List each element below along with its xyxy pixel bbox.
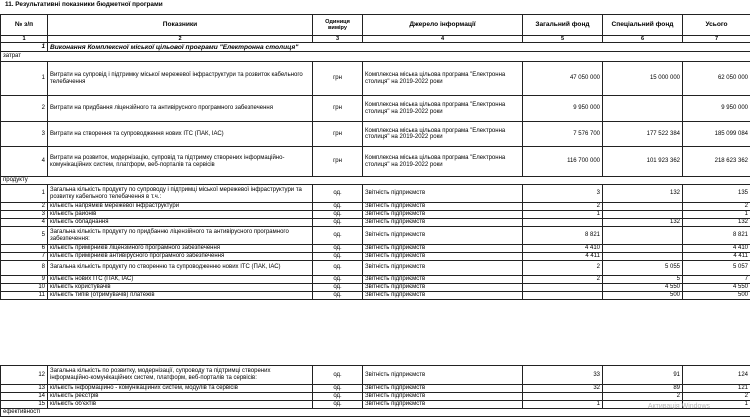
- column-numbers-row: [1, 36, 750, 43]
- windows-activation-watermark: Активація Windows: [648, 403, 710, 410]
- row-number: 1: [1, 185, 48, 203]
- row-number: 4: [1, 147, 48, 177]
- source-cell: Комплексна міська цільова програма "Електронна столиця" на 2019-2022 роки: [363, 62, 523, 96]
- col-number: 5: [523, 36, 603, 43]
- table-row: [1, 211, 750, 219]
- indicator-name: кількість інформаційно - комунікаційних систем, модулів та сервісів: [48, 385, 313, 393]
- row-number: 4: [1, 219, 48, 227]
- general-fund-value: 116 700 000: [523, 147, 603, 177]
- program-title: Виконання Комплексної міської цільової програми "Електронна столиця": [48, 43, 750, 52]
- source-cell: Звітність підприємств: [363, 275, 523, 283]
- special-fund-value: 2: [603, 392, 683, 400]
- source-cell: Комплексна міська цільова програма "Електронна столиця" на 2019-2022 роки: [363, 96, 523, 122]
- table-row: [1, 283, 750, 291]
- table-row: [1, 260, 750, 275]
- special-fund-value: 5: [603, 275, 683, 283]
- general-fund-value: 3: [523, 185, 603, 203]
- total-value: 1: [683, 400, 750, 408]
- row-number: 3: [1, 211, 48, 219]
- special-fund-value: 101 923 362: [603, 147, 683, 177]
- general-fund-value: 7 576 700: [523, 122, 603, 147]
- special-fund-value: [603, 211, 683, 219]
- row-number: 2: [1, 203, 48, 211]
- unit-cell: од.: [313, 385, 363, 393]
- indicator-name: Загальна кількість продукту по створенню та супроводженню нових ІТС (ПАК, ІАС): [48, 260, 313, 275]
- header-row: [1, 15, 750, 36]
- total-value: 5 057: [683, 260, 750, 275]
- indicator-name: кількість нових ІТС (ПАК, ІАС): [48, 275, 313, 283]
- unit-cell: грн: [313, 62, 363, 96]
- source-cell: Звітність підприємств: [363, 366, 523, 385]
- indicator-name: Загальна кількість по розвитку, модернізації, супроводу та підтримці створених інформаційно-комунікаційних систем, платформ, веб-порталів та сервісів:: [48, 366, 313, 385]
- general-fund-value: 1: [523, 211, 603, 219]
- col-header-source: Джерело інформації: [363, 15, 523, 36]
- total-value: 7: [683, 275, 750, 283]
- row-number: 11: [1, 291, 48, 299]
- row-number: 5: [1, 227, 48, 245]
- source-cell: Звітність підприємств: [363, 211, 523, 219]
- table-row: [1, 147, 750, 177]
- col-number: 4: [363, 36, 523, 43]
- unit-cell: од.: [313, 366, 363, 385]
- general-fund-value: [523, 291, 603, 299]
- table-row: [1, 227, 750, 245]
- total-value: 8 821: [683, 227, 750, 245]
- col-number: 3: [313, 36, 363, 43]
- total-value: 218 623 362: [683, 147, 750, 177]
- row-number: 10: [1, 283, 48, 291]
- general-fund-value: 2: [523, 260, 603, 275]
- special-fund-value: [603, 96, 683, 122]
- program-row: [1, 43, 750, 52]
- indicator-name: кількість районів: [48, 211, 313, 219]
- total-value: 2: [683, 392, 750, 400]
- col-number: 1: [1, 36, 48, 43]
- total-value: 1: [683, 211, 750, 219]
- general-fund-value: [523, 219, 603, 227]
- source-cell: Звітність підприємств: [363, 385, 523, 393]
- general-fund-value: [523, 283, 603, 291]
- table-row: [1, 62, 750, 96]
- unit-cell: од.: [313, 392, 363, 400]
- table-row: [1, 392, 750, 400]
- col-header-special: Спеціальний фонд: [603, 15, 683, 36]
- general-fund-value: 1: [523, 400, 603, 408]
- table-row: [1, 366, 750, 385]
- group-row-products: [1, 177, 750, 185]
- unit-cell: од.: [313, 283, 363, 291]
- performance-indicators-table-continued: [0, 365, 750, 417]
- unit-cell: од.: [313, 219, 363, 227]
- row-number: 3: [1, 122, 48, 147]
- special-fund-value: 132: [603, 219, 683, 227]
- source-cell: Звітність підприємств: [363, 260, 523, 275]
- table-row: [1, 291, 750, 299]
- total-value: 124: [683, 366, 750, 385]
- special-fund-value: 177 522 384: [603, 122, 683, 147]
- source-cell: Звітність підприємств: [363, 245, 523, 253]
- table-row: [1, 275, 750, 283]
- row-number: 1: [1, 62, 48, 96]
- indicator-name: Витрати на створення та супроводження нових ІТС (ПАК, ІАС): [48, 122, 313, 147]
- row-number: 7: [1, 252, 48, 260]
- table-row: [1, 185, 750, 203]
- table-row: [1, 122, 750, 147]
- general-fund-value: 2: [523, 275, 603, 283]
- unit-cell: од.: [313, 260, 363, 275]
- unit-cell: од.: [313, 245, 363, 253]
- unit-cell: од.: [313, 252, 363, 260]
- unit-cell: од.: [313, 291, 363, 299]
- unit-cell: грн: [313, 96, 363, 122]
- general-fund-value: [523, 392, 603, 400]
- source-cell: Звітність підприємств: [363, 291, 523, 299]
- indicator-name: кількість об'єктів: [48, 400, 313, 408]
- col-header-total: Усього: [683, 15, 750, 36]
- col-number: 6: [603, 36, 683, 43]
- special-fund-value: 500: [603, 291, 683, 299]
- special-fund-value: [603, 252, 683, 260]
- general-fund-value: 4 411: [523, 252, 603, 260]
- indicator-name: кількість примірників антивірусного програмного забезпечення: [48, 252, 313, 260]
- source-cell: Звітність підприємств: [363, 392, 523, 400]
- total-value: 185 099 084: [683, 122, 750, 147]
- indicator-name: Загальна кількість продукту по придбанню ліцензійного та антивірусного програмного забезпечення:: [48, 227, 313, 245]
- indicator-name: кількість користувачів: [48, 283, 313, 291]
- special-fund-value: [603, 227, 683, 245]
- indicator-name: Витрати на розвиток, модернізацію, супровід та підтримку створених інформаційно-комунікаційних систем, платформ, веб-порталів та сервісів: [48, 147, 313, 177]
- special-fund-value: 4 550: [603, 283, 683, 291]
- row-number: 14: [1, 392, 48, 400]
- indicator-name: кількість типів (отримувачів) платежів: [48, 291, 313, 299]
- special-fund-value: 91: [603, 366, 683, 385]
- group-label-products: продукту: [1, 177, 750, 185]
- total-value: 132: [683, 219, 750, 227]
- group-label-costs: затрат: [1, 52, 750, 62]
- product-rows: [1, 185, 750, 299]
- page2-rows: [1, 366, 750, 409]
- col-header-general: Загальний фонд: [523, 15, 603, 36]
- unit-cell: од.: [313, 211, 363, 219]
- general-fund-value: 47 050 000: [523, 62, 603, 96]
- table-row: [1, 219, 750, 227]
- table-row: [1, 252, 750, 260]
- special-fund-value: [603, 203, 683, 211]
- general-fund-value: 2: [523, 203, 603, 211]
- source-cell: Звітність підприємств: [363, 227, 523, 245]
- row-number: 8: [1, 260, 48, 275]
- total-value: 4 411: [683, 252, 750, 260]
- source-cell: Звітність підприємств: [363, 219, 523, 227]
- col-number: 7: [683, 36, 750, 43]
- table-row: [1, 385, 750, 393]
- total-value: 2: [683, 203, 750, 211]
- total-value: 4 550: [683, 283, 750, 291]
- source-cell: Звітність підприємств: [363, 283, 523, 291]
- row-number: 2: [1, 96, 48, 122]
- col-header-indicators: Показники: [48, 15, 313, 36]
- source-cell: Звітність підприємств: [363, 185, 523, 203]
- unit-cell: од.: [313, 400, 363, 408]
- row-number: 9: [1, 275, 48, 283]
- total-value: 121: [683, 385, 750, 393]
- total-value: 4 410: [683, 245, 750, 253]
- total-value: 500: [683, 291, 750, 299]
- indicator-name: кількість реєстрів: [48, 392, 313, 400]
- source-cell: Комплексна міська цільова програма "Електронна столиця" на 2019-2022 роки: [363, 147, 523, 177]
- unit-cell: од.: [313, 227, 363, 245]
- row-number: 6: [1, 245, 48, 253]
- unit-cell: грн: [313, 147, 363, 177]
- total-value: 62 050 000: [683, 62, 750, 96]
- special-fund-value: 15 000 000: [603, 62, 683, 96]
- cost-rows: [1, 62, 750, 177]
- group-row-efficiency: [1, 408, 750, 416]
- col-number: 2: [48, 36, 313, 43]
- table-row: [1, 203, 750, 211]
- source-cell: Звітність підприємств: [363, 252, 523, 260]
- indicator-name: кількість примірників ліцензійного програмного забезпечення: [48, 245, 313, 253]
- row-number: 13: [1, 385, 48, 393]
- source-cell: Комплексна міська цільова програма "Електронна столиця" на 2019-2022 роки: [363, 122, 523, 147]
- total-value: 9 950 000: [683, 96, 750, 122]
- row-number: 15: [1, 400, 48, 408]
- row-number: 12: [1, 366, 48, 385]
- group-row-costs: [1, 52, 750, 62]
- col-header-no: № з/п: [1, 15, 48, 36]
- program-number: 1: [1, 43, 48, 52]
- general-fund-value: 8 821: [523, 227, 603, 245]
- general-fund-value: 33: [523, 366, 603, 385]
- general-fund-value: 9 950 000: [523, 96, 603, 122]
- table-row: [1, 96, 750, 122]
- col-header-unit: Одиниця виміру: [313, 15, 363, 36]
- general-fund-value: 4 410: [523, 245, 603, 253]
- table-row: [1, 245, 750, 253]
- page-gap: [0, 342, 750, 362]
- special-fund-value: 89: [603, 385, 683, 393]
- special-fund-value: 132: [603, 185, 683, 203]
- group-label-efficiency: ефективності: [1, 408, 750, 416]
- section-title: 11. Результативні показники бюджетної програми: [5, 1, 163, 8]
- source-cell: Звітність підприємств: [363, 400, 523, 408]
- indicator-name: Витрати на супровід і підтримку міської мережевої інфраструктури та розвиток кабельного телебачення: [48, 62, 313, 96]
- indicator-name: Загальна кількість продукту по супроводу і підтримці міської мережевої інфраструктури та розвитку кабельного телебачення в т.ч.:: [48, 185, 313, 203]
- total-value: 135: [683, 185, 750, 203]
- general-fund-value: 32: [523, 385, 603, 393]
- indicator-name: кількість обладнання: [48, 219, 313, 227]
- unit-cell: од.: [313, 185, 363, 203]
- indicator-name: Витрати на придбання ліцензійного та антивірусного програмного забезпечення: [48, 96, 313, 122]
- unit-cell: грн: [313, 122, 363, 147]
- special-fund-value: [603, 245, 683, 253]
- table-row: [1, 400, 750, 408]
- special-fund-value: 5 055: [603, 260, 683, 275]
- source-cell: Звітність підприємств: [363, 203, 523, 211]
- unit-cell: од.: [313, 203, 363, 211]
- indicator-name: кількість напрямків мережевої інфраструктури: [48, 203, 313, 211]
- performance-indicators-table: [0, 14, 750, 300]
- unit-cell: од.: [313, 275, 363, 283]
